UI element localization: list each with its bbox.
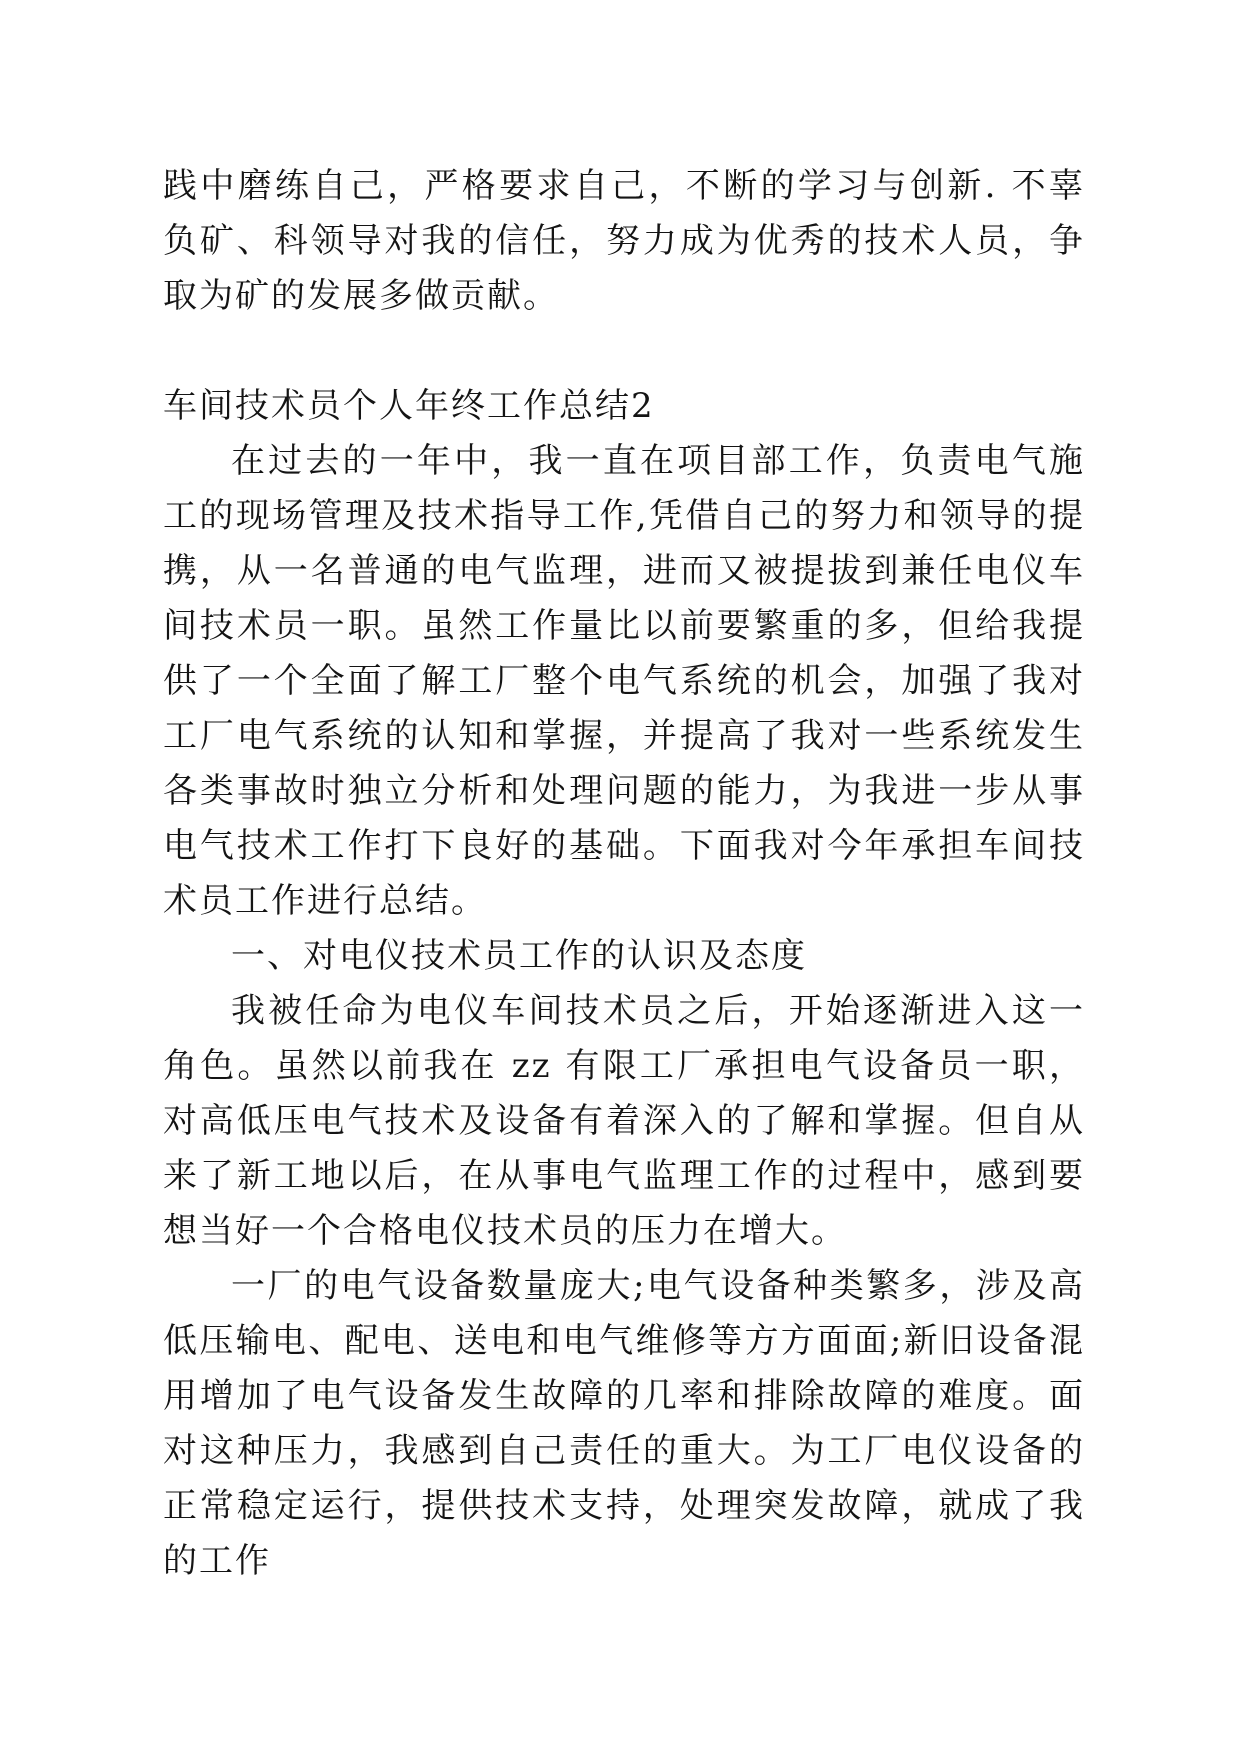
- paragraph-role: 我被任命为电仪车间技术员之后，开始逐渐进入这一角色。虽然以前我在 zz 有限工厂承担电气设备员一职，对高低压电气技术及设备有着深入的了解和掌握。但自从来了新工地以后，在从事电气监理工作的过程中，感到要想当好一个合格电仪技术员的压力在增大。: [163, 991, 1085, 1251]
- paragraph-continuation: 践中磨练自己，严格要求自己，不断的学习与创新. 不辜负矿、科领导对我的信任，努力成为优秀的技术人员，争取为矿的发展多做贡献。: [163, 166, 1085, 316]
- subsection-heading: 一、对电仪技术员工作的认识及态度: [231, 936, 807, 976]
- document-body: [163, 159, 1085, 1589]
- paragraph-intro: 在过去的一年中，我一直在项目部工作，负责电气施工的现场管理及技术指导工作,凭借自己的努力和领导的提携，从一名普通的电气监理，进而又被提拔到兼任电仪车间技术员一职。虽然工作量比以前要繁重的多，但给我提供了一个全面了解工厂整个电气系统的机会，加强了我对工厂电气系统的认知和掌握，并提高了我对一些系统发生各类事故时独立分析和处理问题的能力，为我进一步从事电气技术工作打下良好的基础。下面我对今年承担车间技术员工作进行总结。: [163, 441, 1085, 921]
- section-title: 车间技术员个人年终工作总结2: [163, 386, 655, 426]
- paragraph-equipment: 一厂的电气设备数量庞大;电气设备种类繁多，涉及高低压输电、配电、送电和电气维修等方方面面;新旧设备混用增加了电气设备发生故障的几率和排除故障的难度。面对这种压力，我感到自己责任的重大。为工厂电仪设备的正常稳定运行，提供技术支持，处理突发故障，就成了我的工作: [163, 1266, 1085, 1581]
